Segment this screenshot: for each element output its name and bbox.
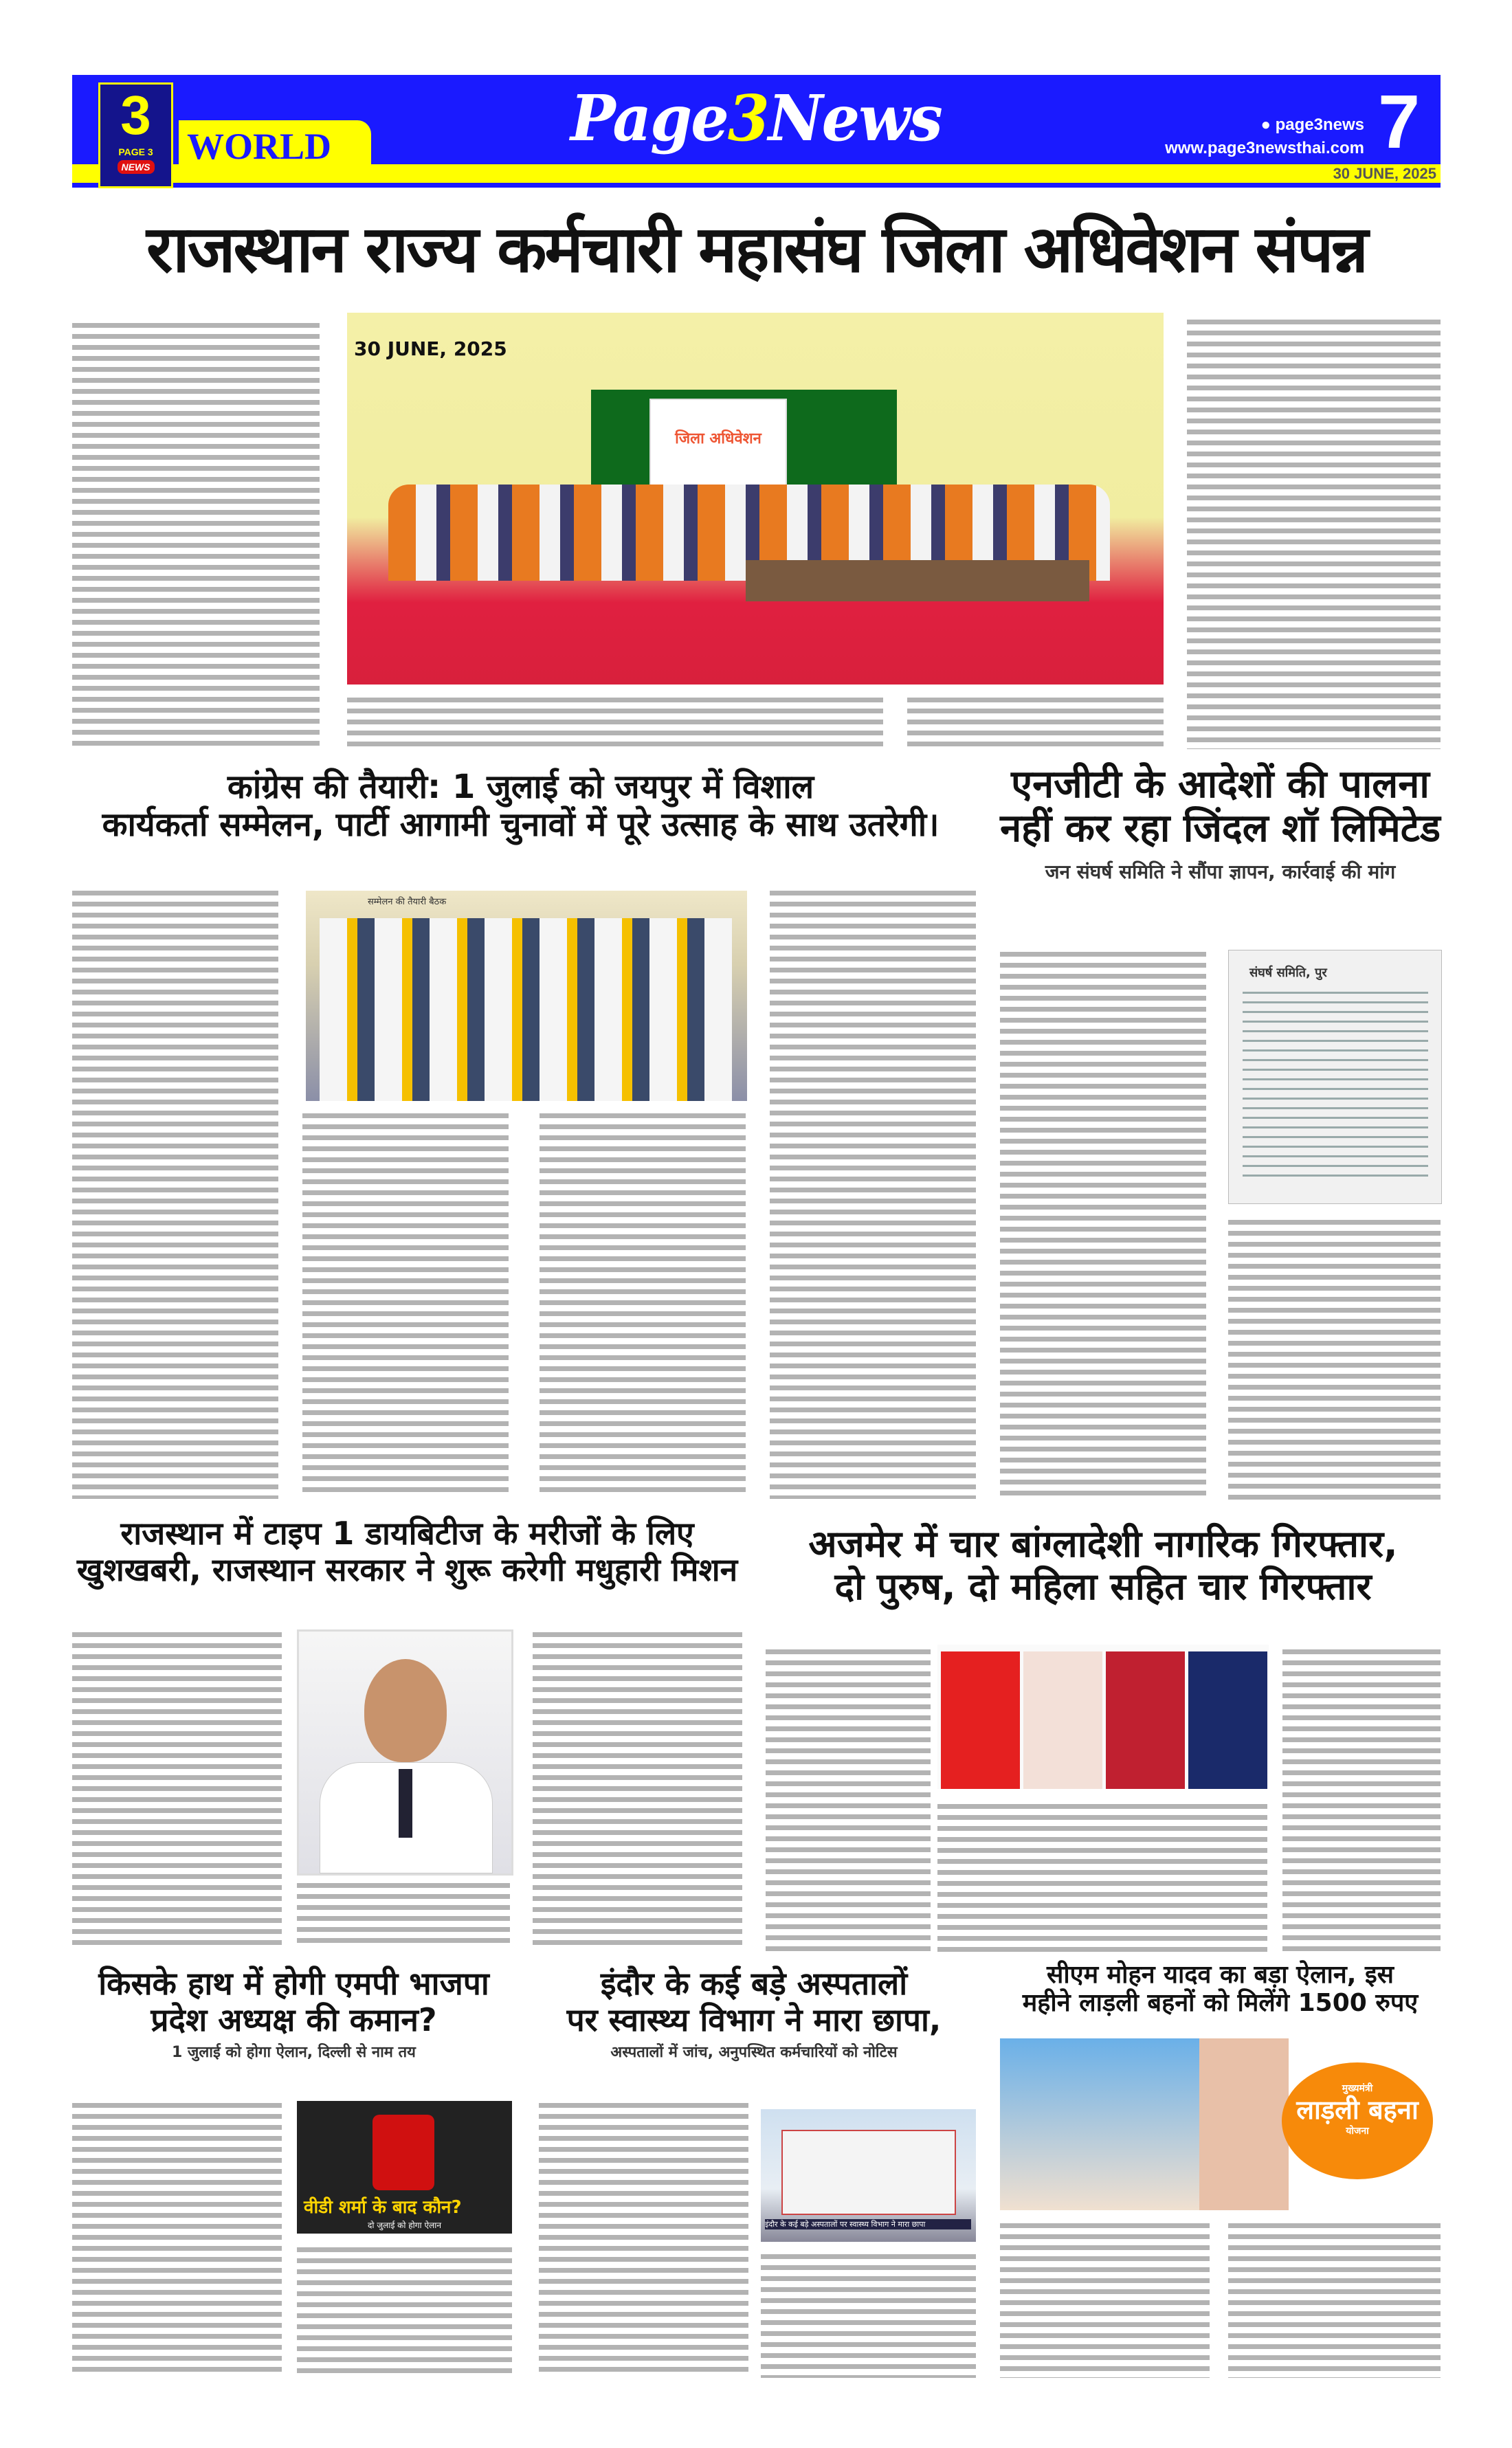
story6-text-col2 — [297, 2247, 512, 2378]
photo-subcaption: दो जुलाई को होगा ऐलान — [368, 2221, 441, 2230]
section-label: WORLD — [187, 126, 332, 167]
main-story-text-bottom-2 — [907, 698, 1164, 749]
photo-caption: सम्मेलन की तैयारी बैठक — [368, 897, 447, 907]
hospital-building — [781, 2130, 956, 2215]
story2-text-col4 — [770, 891, 976, 1499]
main-story-text-left — [72, 323, 320, 749]
event-banner: जिला अधिवेशन — [649, 399, 787, 515]
story5-text-col3 — [1282, 1649, 1441, 1952]
story4-text-col1 — [72, 1632, 282, 1948]
main-story-text-right — [1187, 320, 1441, 749]
main-story-text-bottom — [347, 698, 883, 749]
story3-document-photo: संघर्ष समिति, पुर — [1228, 950, 1442, 1204]
story2-photo — [306, 891, 747, 1101]
story7-subhead: अस्पतालों में जांच, अनुपस्थित कर्मचारियों को नोटिस — [610, 2043, 898, 2061]
story2-text-col1 — [72, 891, 278, 1499]
group-photo — [320, 918, 732, 1101]
story7-headline-line2: पर स्वास्थ्य विभाग ने मारा छापा, — [566, 2001, 942, 2038]
photo-caption: इंदौर के कई बड़े अस्पतालों पर स्वास्थ्य विभाग ने मारा छापा — [765, 2219, 971, 2229]
chair-graphic — [373, 2115, 434, 2190]
story2-text-col3 — [540, 1113, 746, 1498]
story4-headline: राजस्थान में टाइप 1 डायबिटीज के मरीजों के लिए खुशखबरी, राजस्थान सरकार ने शुरू करेगी मधुहारी मिशन — [76, 1515, 738, 1588]
hospital-photo — [761, 2109, 976, 2242]
story7-headline-block — [539, 1966, 969, 2061]
story3-headline-line1: एनजीटी के आदेशों की पालना — [1011, 762, 1430, 807]
story7-text-col2 — [761, 2254, 976, 2378]
main-story-photo — [347, 313, 1164, 685]
cm-photo — [1000, 2038, 1199, 2210]
story3-text-col1 — [1000, 952, 1206, 1502]
story7-text-col1 — [539, 2103, 748, 2378]
story6-text-col1 — [72, 2103, 282, 2378]
story2-headline: कांग्रेस की तैयारी: 1 जुलाई को जयपुर में विशाल कार्यकर्ता सम्मेलन, पार्टी आगामी चुनावों में पूरे उत्साह के साथ उतरेगी। — [102, 768, 940, 845]
main-headline: राजस्थान राज्य कर्मचारी महासंघ जिला अधिवेशन संपन्न — [146, 212, 1367, 287]
ladli-behna-logo: मुख्यमंत्री लाड़ली बहना योजना — [1282, 2062, 1433, 2179]
story3-subhead: जन संघर्ष समिति ने सौंपा ज्ञापन, कार्रवाई की मांग — [1045, 860, 1396, 883]
story6-headline-block — [72, 1966, 515, 2061]
story3-text-col2 — [1228, 1220, 1441, 1502]
photo-caption: वीडी शर्मा के बाद कौन? — [304, 2197, 462, 2218]
story8-text-col1 — [1000, 2223, 1210, 2378]
doctor-photo — [297, 1629, 513, 1876]
page-number: 7 — [1378, 80, 1421, 164]
story4-text-col2 — [297, 1883, 510, 1948]
arrested-persons-photo — [937, 1645, 1269, 1789]
story6-headline-line2: प्रदेश अध्यक्ष की कमान? — [151, 2001, 437, 2038]
story6-photo — [297, 2101, 512, 2234]
website-link[interactable]: www.page3newsthai.com — [1165, 139, 1364, 157]
woman-photo — [1199, 2038, 1289, 2210]
story4-text-col3 — [533, 1632, 742, 1948]
story3-headline-block — [1000, 763, 1441, 883]
issue-date: 30 JUNE, 2025 — [1333, 165, 1436, 182]
story5-text-col1 — [766, 1649, 931, 1952]
story3-headline-line2: नहीं कर रहा जिंदल शॉ लिमिटेड — [1000, 806, 1441, 852]
story5-headline: अजमेर में चार बांग्लादेशी नागरिक गिरफ्तार, दो पुरुष, दो महिला सहित चार गिरफ्तार — [808, 1522, 1398, 1609]
story6-headline-line1: किसके हाथ में होगी एमपी भाजपा — [98, 1965, 489, 2002]
story8-text-col2 — [1228, 2223, 1441, 2378]
story6-subhead: 1 जुलाई को होगा ऐलान, दिल्ली से नाम तय — [172, 2043, 416, 2061]
story8-photo — [1000, 2038, 1437, 2210]
story5-text-col2 — [937, 1804, 1267, 1952]
brand-title: Page3News — [570, 81, 942, 155]
stage-table — [746, 560, 1089, 601]
social-handle: ● page3news — [1260, 115, 1364, 134]
logo: 3 PAGE 3 NEWS — [98, 82, 173, 188]
photo-date: 30 JUNE, 2025 — [354, 337, 507, 360]
story7-headline-line1: इंदौर के कई बड़े अस्पतालों — [600, 1965, 908, 2002]
story2-text-col2 — [302, 1113, 509, 1498]
story8-headline: सीएम मोहन यादव का बड़ा ऐलान, इस महीने लाड़ली बहनों को मिलेंगे 1500 रुपए — [1022, 1961, 1419, 2018]
